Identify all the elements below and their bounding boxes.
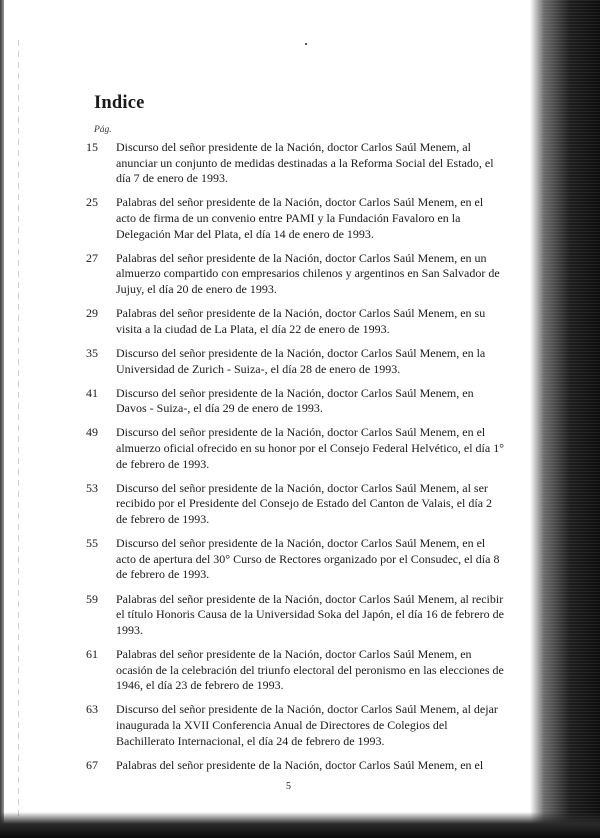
toc-page-number: 67	[86, 757, 98, 772]
toc-entry	[86, 195, 504, 242]
toc-page-number: 59	[86, 591, 98, 606]
toc-entry-text: Palabras del señor presidente de la Nación, doctor Carlos Saúl Menem, en el	[116, 757, 484, 772]
toc-entry	[86, 647, 504, 694]
toc-page-number: 29	[86, 306, 98, 321]
toc-entry-text: Palabras del señor presidente de la Nación, doctor Carlos Saúl Menem, en su visita a la ciudad de La Plata, el día 22 de enero de 1993.	[116, 306, 486, 336]
toc-entry	[86, 758, 504, 774]
toc-entry-text: Discurso del señor presidente de la Nación, doctor Carlos Saúl Menem, en Davos - Suiza-, el día 29 de enero de 1993.	[116, 385, 474, 416]
toc-entry	[86, 702, 504, 749]
toc-page-number: 63	[86, 702, 98, 717]
scan-speck	[305, 43, 307, 45]
toc-page-number: 35	[86, 345, 98, 360]
page-number: 5	[286, 781, 291, 792]
toc-page-number: 41	[86, 385, 98, 400]
table-of-contents	[86, 140, 504, 782]
toc-page-number: 27	[86, 250, 98, 265]
scan-edge-grain	[540, 0, 600, 838]
toc-entry-text: Discurso del señor presidente de la Nación, doctor Carlos Saúl Menem, al ser recibido por el Presidente del Consejo de Estado del Canton de Valais, el día 2 de febrero de 1993.	[116, 480, 493, 527]
scan-edge-bottom	[0, 812, 600, 838]
toc-entry	[86, 306, 504, 337]
toc-entry-text: Palabras del señor presidente de la Nación, doctor Carlos Saúl Menem, al recibir el título Honoris Causa de la Universidad Soka del Japón, el día 16 de febrero de 1993.	[116, 591, 504, 637]
toc-entry-text: Discurso del señor presidente de la Nación, doctor Carlos Saúl Menem, en la Universidad de Zurich - Suiza-, el día 28 de enero de 1993.	[116, 345, 486, 376]
toc-entry	[86, 481, 504, 528]
scan-edge-left	[0, 0, 4, 838]
toc-entry-text: Discurso del señor presidente de la Nación, doctor Carlos Saúl Menem, en el almuerzo oficial ofrecido en su honor por el Consejo Federal Helvético, el día 1° de febrero de 1993.	[116, 425, 505, 471]
toc-entry	[86, 251, 504, 298]
toc-entry	[86, 386, 504, 417]
toc-entry	[86, 140, 504, 187]
toc-entry-text: Palabras del señor presidente de la Nación, doctor Carlos Saúl Menem, en el acto de firma de un convenio entre PAMI y la Fundación Favaloro en la Delegación Mar del Plata, el día 14 de enero de 1993.	[116, 195, 484, 241]
page-title: Indice	[94, 93, 145, 113]
toc-page-number: 49	[86, 425, 98, 440]
toc-entry-text: Discurso del señor presidente de la Nación, doctor Carlos Saúl Menem, al dejar inaugurada la XVII Conferencia Anual de Directores de Colegios del Bachillerato Internacional, el día 24 de febrero de 1993.	[116, 702, 498, 748]
toc-page-number: 15	[86, 140, 98, 154]
toc-entry-text: Discurso del señor presidente de la Nación, doctor Carlos Saúl Menem, en el acto de apertura del 30° Curso de Rectores organizado por el Consudec, el día 8 de febrero de 1993.	[116, 536, 500, 582]
page-column-label: Pág.	[94, 125, 112, 135]
toc-entry-text: Palabras del señor presidente de la Nación, doctor Carlos Saúl Menem, en un almuerzo compartido con empresarios chilenos y argentinos en San Salvador de Jujuy, el día 20 de enero de 1993.	[116, 250, 500, 296]
toc-entry-text: Palabras del señor presidente de la Nación, doctor Carlos Saúl Menem, en ocasión de la celebración del triunfo electoral del peronismo en las elecciones de 1946, el día 23 de febrero de 1993.	[116, 646, 504, 693]
toc-page-number: 61	[86, 646, 98, 661]
toc-page-number: 25	[86, 195, 98, 210]
toc-page-number: 55	[86, 536, 98, 551]
toc-entry-text: Discurso del señor presidente de la Nación, doctor Carlos Saúl Menem, al anunciar un conjunto de medidas destinadas a la Reforma Social del Estado, el día 7 de enero de 1993.	[116, 140, 494, 186]
toc-entry	[86, 425, 504, 472]
scan-binding-shadow	[18, 40, 19, 820]
toc-entry	[86, 346, 504, 377]
toc-entry	[86, 536, 504, 583]
toc-entry	[86, 592, 504, 639]
toc-page-number: 53	[86, 480, 98, 495]
